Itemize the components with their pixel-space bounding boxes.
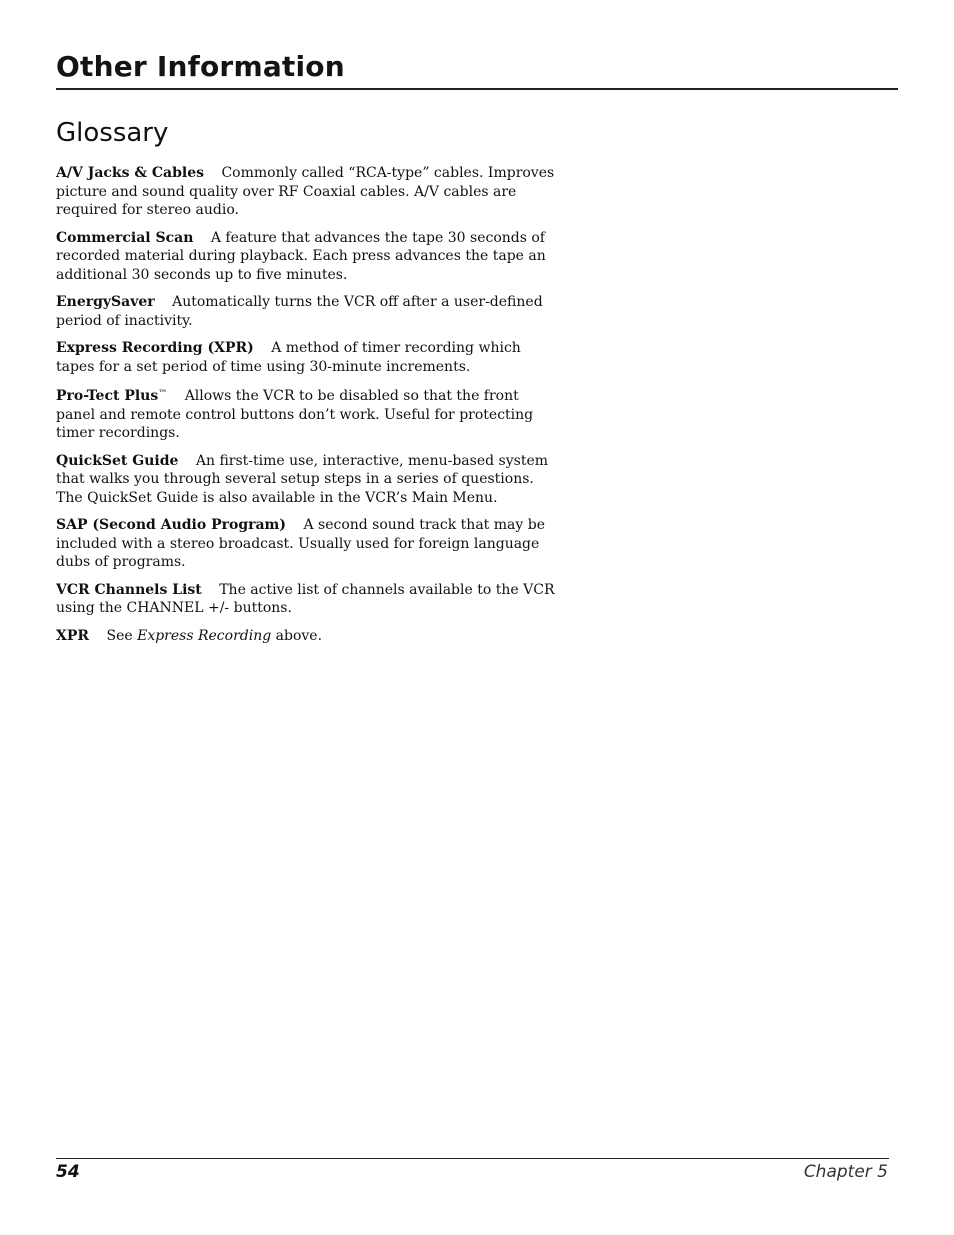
trademark-symbol: ™ xyxy=(158,389,168,400)
glossary-term: SAP (Second Audio Program) xyxy=(56,517,286,534)
footer-divider xyxy=(56,1158,889,1159)
page-header-title: Other Information xyxy=(56,50,345,83)
glossary-term: Pro-Tect Plus xyxy=(56,388,159,405)
glossary-list xyxy=(56,164,556,654)
glossary-definition-suffix: above. xyxy=(275,627,323,644)
section-title: Glossary xyxy=(56,118,169,148)
header-divider xyxy=(56,88,898,90)
glossary-definition: Automatically turns the VCR off after a user-defined period of inactivity. xyxy=(56,294,543,329)
glossary-definition-prefix: See xyxy=(106,627,133,644)
page-number: 54 xyxy=(56,1162,80,1182)
glossary-entry xyxy=(56,627,556,646)
glossary-term: VCR Channels List xyxy=(56,581,202,598)
glossary-entry xyxy=(56,164,556,220)
glossary-term: Commercial Scan xyxy=(56,229,194,246)
glossary-term: Express Recording (XPR) xyxy=(56,340,254,357)
glossary-definition: A second sound track that may be included with a stereo broadcast. Usually used for foreign language dubs of programs. xyxy=(56,517,545,571)
chapter-label: Chapter 5 xyxy=(803,1162,888,1182)
glossary-definition: A method of timer recording which tapes for a set period of time using 30-minute increments. xyxy=(56,340,521,375)
glossary-term: A/V Jacks & Cables xyxy=(56,165,205,181)
glossary-entry xyxy=(56,339,556,376)
glossary-entry xyxy=(56,293,556,330)
glossary-term: QuickSet Guide xyxy=(56,452,179,469)
glossary-term: EnergySaver xyxy=(56,294,155,311)
glossary-definition: The active list of channels available to the VCR using the CHANNEL +/- buttons. xyxy=(56,581,555,617)
glossary-entry xyxy=(56,452,556,508)
glossary-entry xyxy=(56,385,556,443)
glossary-term: XPR xyxy=(56,627,90,644)
glossary-definition: A feature that advances the tape 30 seconds of recorded material during playback. Each press advances the tape an additional 30 seconds up to five minutes. xyxy=(56,229,546,283)
glossary-entry xyxy=(56,229,556,285)
glossary-definition: Commonly called “RCA-type” cables. Improves picture and sound quality over RF Coaxial cables. A/V cables are required for stereo audio. xyxy=(56,165,555,219)
glossary-definition: An first-time use, interactive, menu-based system that walks you through several setup steps in a series of questions. The QuickSet Guide is also available in the VCR’s Main Menu. xyxy=(56,452,549,506)
glossary-cross-reference: Express Recording xyxy=(137,627,272,644)
glossary-definition: Allows the VCR to be disabled so that the front panel and remote control buttons don’t work. Useful for protecting timer recordings. xyxy=(56,388,534,442)
glossary-entry xyxy=(56,581,556,618)
glossary-entry xyxy=(56,516,556,572)
